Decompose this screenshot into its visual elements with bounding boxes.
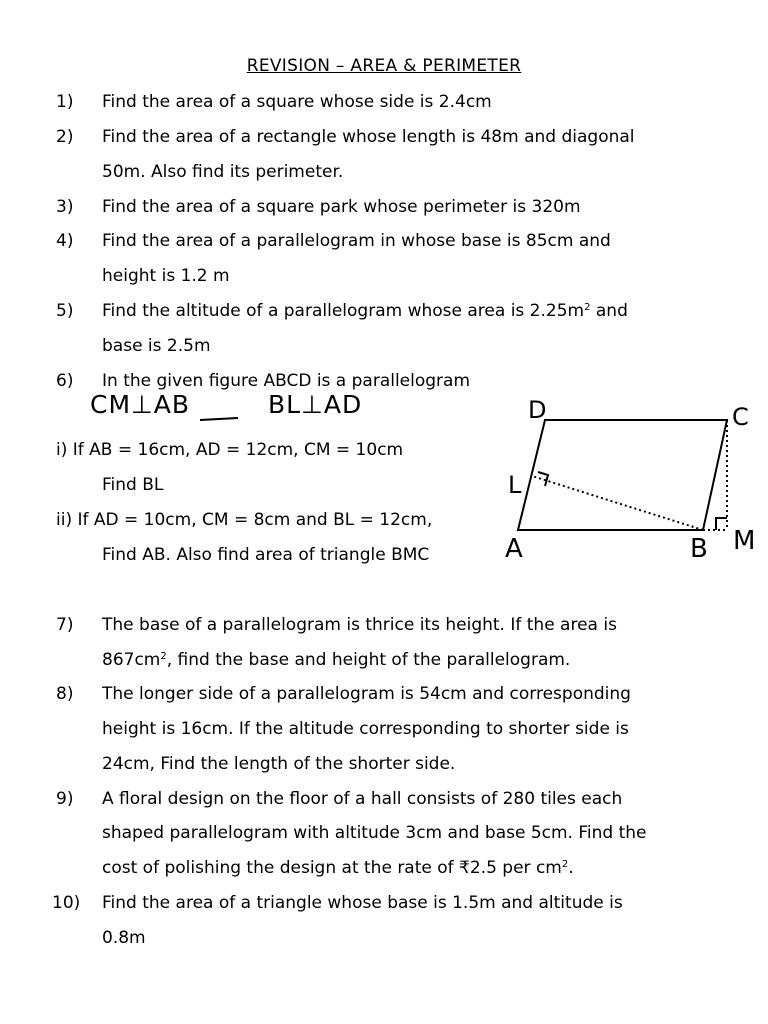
question-text: Find the area of a parallelogram in whose base is 85cm and [102, 231, 611, 251]
question-text: $867cm^2$, find the base and height of the parallelogram. [102, 650, 571, 670]
vertex-label-b: B [690, 534, 708, 564]
worksheet-title: REVISION – AREA & PERIMETER [246, 56, 522, 76]
question-text: The base of a parallelogram is thrice its height. If the area is [102, 615, 617, 635]
question-number: 3) [56, 197, 74, 217]
vertex-label-d: D [528, 396, 547, 424]
question-text: Find the area of a triangle whose base is 1.5m and altitude is [102, 893, 623, 913]
altitude-bl [532, 476, 703, 530]
sub-question-text: Find AB. Also find area of triangle BMC [102, 545, 430, 565]
question-number: 6) [56, 371, 74, 391]
question-number: 7) [56, 615, 74, 635]
vertex-label-a: A [505, 534, 523, 564]
question-number: 10) [52, 893, 81, 913]
question-text: 24cm, Find the length of the shorter side. [102, 754, 456, 774]
question-number: 5) [56, 301, 74, 321]
question-text: A floral design on the floor of a hall consists of 280 tiles each [102, 789, 623, 809]
right-angle-mark-m [716, 518, 727, 530]
question-number: 1) [56, 92, 74, 112]
question-text: height is 16cm. If the altitude corresponding to shorter side is [102, 719, 629, 739]
question-text: Find the area of a square park whose perimeter is 320m [102, 197, 581, 217]
question-text: 0.8m [102, 928, 146, 948]
question-text: base is 2.5m [102, 336, 211, 356]
question-text: Find the altitude of a parallelogram whose area is $2.25m^2$ and [102, 301, 628, 321]
handwritten-note: BL⊥AD [268, 390, 363, 419]
question-text: Find the area of a square whose side is 2.4cm [102, 92, 492, 112]
handwritten-note: CM⊥AB [90, 390, 191, 419]
sub-question-text: ii) If AD = 10cm, CM = 8cm and BL = 12cm, [56, 510, 433, 530]
point-label-m: M [733, 526, 756, 556]
question-text: height is 1.2 m [102, 266, 230, 286]
question-text: The longer side of a parallelogram is 54cm and corresponding [102, 684, 631, 704]
vertex-label-c: C [732, 403, 749, 431]
question-number: 4) [56, 231, 74, 251]
question-number: 2) [56, 127, 74, 147]
question-number: 9) [56, 789, 74, 809]
question-text: Find the area of a rectangle whose length is 48m and diagonal [102, 127, 635, 147]
question-text: In the given figure ABCD is a parallelogram [102, 371, 471, 391]
question-text: shaped parallelogram with altitude 3cm and base 5cm. Find the [102, 823, 647, 843]
sub-question-text: Find BL [102, 475, 164, 495]
question-number: 8) [56, 684, 74, 704]
question-text: 50m. Also find its perimeter. [102, 162, 344, 182]
parallelogram-abcd [518, 420, 727, 530]
point-label-l: L [508, 471, 522, 499]
question-text: cost of polishing the design at the rate of ₹2.5 per $cm^2$. [102, 858, 574, 878]
sub-question-text: i) If AB = 16cm, AD = 12cm, CM = 10cm [56, 440, 404, 460]
